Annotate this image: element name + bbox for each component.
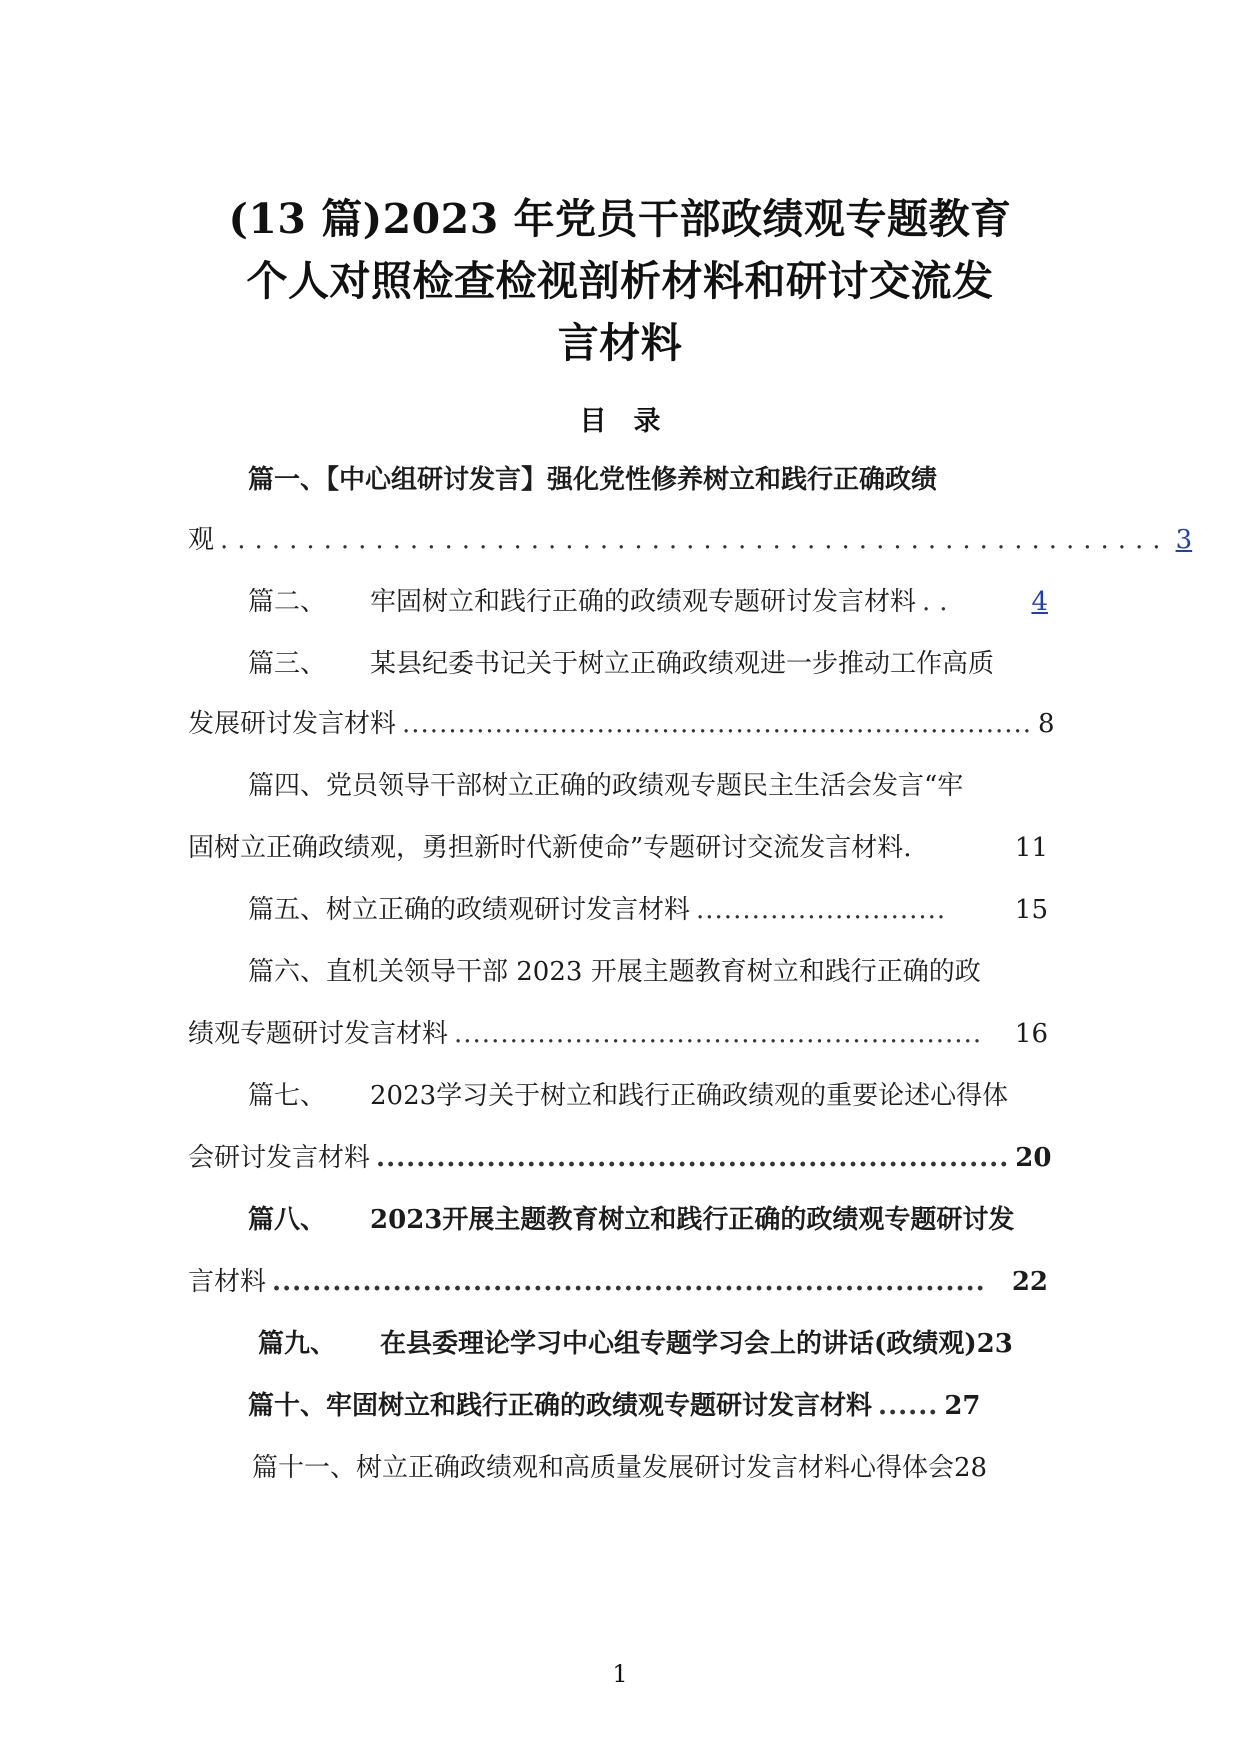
toc-entry-8[interactable] xyxy=(188,1200,1048,1240)
toc-entry-text: 绩观专题研讨发言材料 xyxy=(188,1019,449,1049)
toc-entry-text: 言材料 xyxy=(188,1267,267,1297)
toc-entry-10[interactable] xyxy=(188,1386,1048,1426)
toc-entry-5[interactable] xyxy=(188,890,1048,930)
toc-heading: 目 录 xyxy=(579,406,661,437)
toc-entry-text: 在县委理论学习中心组专题学习会上的讲话(政绩观) xyxy=(380,1329,977,1359)
toc-entry-text: 会研讨发言材料 xyxy=(188,1143,371,1173)
toc-entry-label: 篇二、 xyxy=(248,587,327,617)
toc-entry-11[interactable] xyxy=(252,1448,1082,1488)
toc-entry-text: 篇一、【中心组研讨发言】强化党性修养树立和践行正确政绩 xyxy=(248,465,938,495)
title-line: 言材料 xyxy=(557,319,683,367)
toc-leader-dots: ....................................................................... xyxy=(272,1267,986,1297)
toc-page-number: 15 xyxy=(1014,895,1048,925)
toc-entry-text: 发展研讨发言材料 xyxy=(188,709,397,739)
toc-leader-dots: ........................... xyxy=(696,895,947,925)
toc-entry-6[interactable] xyxy=(188,952,1048,992)
toc-entry-text: 牢固树立和践行正确的政绩观专题研讨发言材料 xyxy=(370,587,917,617)
toc-entry-text: 2023开展主题教育树立和践行正确的政绩观专题研讨发 xyxy=(370,1205,1015,1235)
toc-entry-9[interactable] xyxy=(258,1324,1078,1364)
toc-entry-text: 篇十一、树立正确政绩观和高质量发展研讨发言材料心得体会 xyxy=(252,1453,955,1483)
title-line: (13 篇)2023 年党员干部政绩观专题教育 xyxy=(228,195,1012,243)
toc-page-number: 23 xyxy=(976,1329,1013,1359)
toc-leader-dots: .. xyxy=(922,587,957,617)
toc-page-number: 20 xyxy=(1015,1143,1052,1173)
toc-entry-label: 篇七、 xyxy=(248,1081,327,1111)
toc-entry-text: 固树立正确政绩观，勇担新时代新使命”专题研讨交流发言材料. xyxy=(188,833,912,863)
toc-entry-text: 篇十、牢固树立和践行正确的政绩观专题研讨发言材料 xyxy=(248,1391,873,1421)
toc-page-number: 16 xyxy=(1014,1019,1048,1049)
toc-page-number: 8 xyxy=(1038,709,1055,739)
toc-entry-3[interactable] xyxy=(188,644,1048,684)
toc-page-link[interactable]: 4 xyxy=(1031,587,1048,617)
title-line: 个人对照检查检视剖析材料和研讨交流发 xyxy=(246,257,994,305)
toc-entry-6-continued[interactable] xyxy=(188,1014,1048,1054)
toc-entry-text: 2023学习关于树立和践行正确政绩观的重要论述心得体 xyxy=(370,1081,1009,1111)
page-number: 1 xyxy=(612,1660,628,1688)
toc-entry-7[interactable] xyxy=(188,1076,1048,1116)
toc-page-number: 11 xyxy=(1014,833,1048,863)
toc-entry-1-continued[interactable] xyxy=(188,520,1193,560)
toc-page-number: 27 xyxy=(944,1391,981,1421)
toc-page-number: 22 xyxy=(1011,1267,1048,1297)
toc-entry-text: 某县纪委书记关于树立正确政绩观进一步推动工作高质 xyxy=(370,649,995,679)
toc-entry-8-continued[interactable] xyxy=(188,1262,1048,1302)
toc-page-number: 28 xyxy=(954,1453,988,1483)
toc-entry-label: 篇八、 xyxy=(248,1205,327,1235)
toc-leader-dots: ......................................................... xyxy=(454,1019,983,1049)
toc-entry-3-continued[interactable] xyxy=(188,704,1055,744)
toc-entry-1[interactable] xyxy=(188,460,1048,500)
toc-leader-dots: .................................................................... xyxy=(402,709,1033,739)
toc-page-link[interactable]: 3 xyxy=(1175,525,1193,555)
toc-entry-label: 篇三、 xyxy=(248,649,327,679)
toc-entry-7-continued[interactable] xyxy=(188,1138,1052,1178)
toc-leader-dots: ............................................................... xyxy=(376,1143,1010,1173)
toc-entry-2[interactable] xyxy=(188,582,1048,622)
toc-leader-dots: ...... xyxy=(878,1391,939,1421)
toc-entry-4[interactable] xyxy=(188,766,1048,806)
document-title xyxy=(170,188,1070,374)
toc-entry-text: 观 xyxy=(188,525,215,555)
toc-entry-4-continued[interactable] xyxy=(188,828,1048,868)
toc-entry-text: 篇六、直机关领导干部 2023 开展主题教育树立和践行正确的政 xyxy=(248,957,981,987)
toc-entry-text: 篇四、党员领导干部树立正确的政绩观专题民主生活会发言“牢 xyxy=(248,771,964,801)
toc-entry-label: 篇九、 xyxy=(258,1329,337,1359)
toc-entry-text: 篇五、树立正确的政绩观研讨发言材料 xyxy=(248,895,691,925)
toc-leader-dots: ....................................................... xyxy=(220,525,1170,555)
